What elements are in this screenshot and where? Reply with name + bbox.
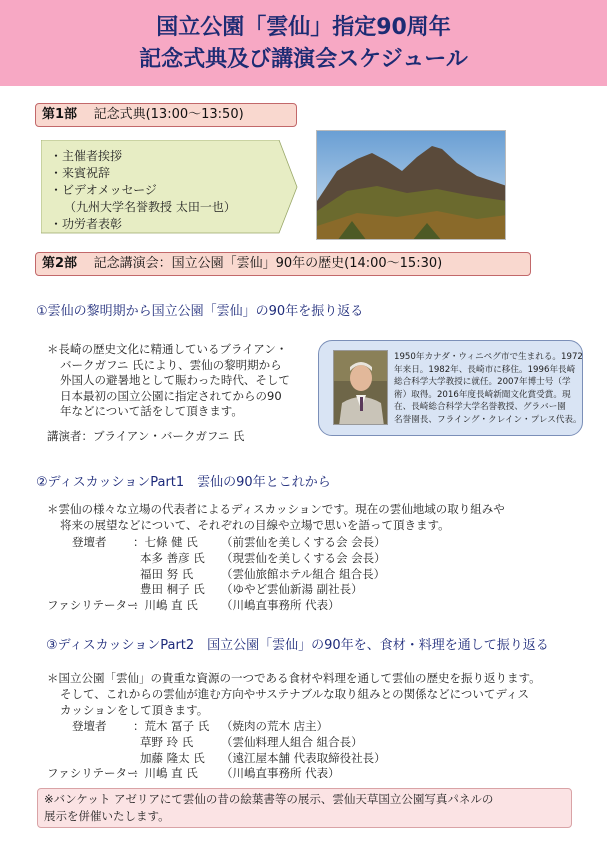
bio-line2: 年来日。1982年、長崎市に移住。1996年長崎 <box>394 364 576 375</box>
talk3-desc-line1: ＊国立公園「雲仙」の貴重な資源の一つである食材や料理を通して雲仙の歴史を振り返ります。 <box>47 671 541 685</box>
part1-label: 第1部 <box>42 107 78 122</box>
talk1-heading: ①雲仙の黎明期から国立公園「雲仙」の90年を振り返る <box>36 304 364 319</box>
talk3-desc-line3: カッションをして頂きます。 <box>60 703 209 717</box>
talk1-desc-line3: 外国人の避暑地として賑わった時代、そして <box>60 373 290 387</box>
bio-line6: 名誉園長、フライング・クレイン・プレス代表。 <box>394 414 582 425</box>
mount-unzen-photo <box>316 130 506 240</box>
talk3-facilitator-role: ファシリテーター <box>47 766 139 780</box>
talk3-panelist-role: 登壇者 <box>72 719 107 733</box>
part2-title: 記念講演会：国立公園「雲仙」90年の歴史 <box>93 256 345 271</box>
talk3-panelist-name: ：荒木 冨子 氏 <box>133 719 210 733</box>
talk3-heading: ③ディスカッションPart2 国立公園「雲仙」の90年を、食材・料理を通して振り返る <box>46 638 549 653</box>
talk3-desc-line2: そして、これからの雲仙が進む方向やサステナブルな取り組みとの関係などについてディス <box>60 687 529 701</box>
part2-time: (14:00～15:30) <box>344 256 443 271</box>
part1-item-video-message: ・ビデオメッセージ <box>50 183 157 197</box>
part1-item-video-speaker: （九州大学名誉教授 太田一也） <box>64 200 236 214</box>
talk2-panelist-name: 福田 努 氏 <box>140 567 194 581</box>
talk1-desc-line2: バークガフニ 氏により、雲仙の黎明期から <box>60 357 282 372</box>
part1-title: 記念式典 <box>93 107 146 122</box>
part1-item-awards: ・功労者表彰 <box>50 217 123 231</box>
talk2-panelist-org: （雲仙旅館ホテル組合 組合長） <box>221 567 386 581</box>
talk2-desc-line1: ＊雲仙の様々な立場の代表者によるディスカッションです。現在の雲仙地域の取り組みや <box>47 502 505 516</box>
bio-line1: 1950年カナダ・ウィニペグ市で生まれる。1972 <box>394 352 583 362</box>
talk3-facilitator-name: ：川嶋 直 氏 <box>133 766 198 780</box>
talk1-desc-line1: ＊長崎の歴史文化に精通しているブライアン・ <box>47 342 288 356</box>
talk2-heading: ②ディスカッションPart1 雲仙の90年とこれから <box>36 475 331 490</box>
talk2-panelist-org: （前雲仙を美しくする会 会長） <box>221 535 386 549</box>
talk3-facilitator-org: （川嶋直事務所 代表） <box>221 766 340 780</box>
talk3-panelist-org: （焼肉の荒木 店主） <box>221 719 329 733</box>
part2-label: 第2部 <box>42 256 78 271</box>
talk3-panelist-name: 草野 玲 氏 <box>140 735 194 749</box>
talk3-panelist-name: 加藤 隆太 氏 <box>140 751 205 765</box>
talk2-panelist-org: （ゆやど雲仙新湯 副社長） <box>221 582 363 596</box>
talk2-desc-line2: 将来の展望などについて、それぞれの目線や立場で思いを語って頂きます。 <box>60 518 450 532</box>
talk2-panelist-org: （現雲仙を美しくする会 会長） <box>221 551 386 565</box>
talk2-facilitator-role: ファシリテーター <box>47 598 139 612</box>
note-line2: 展示を併催いたします。 <box>44 809 170 823</box>
part1-item-guest-speech: ・来賓祝辞 <box>50 166 111 180</box>
talk3-panelist-org: （雲仙料理人組合 組合長） <box>221 735 363 749</box>
talk2-panelist-name: ：七條 健 氏 <box>133 535 198 549</box>
talk2-panelist-name: 豊田 桐子 氏 <box>140 582 205 596</box>
talk3-panelist-org: （遠江屋本舗 代表取締役社長） <box>221 751 386 765</box>
page-title-line2: 記念式典及び講演会スケジュール <box>139 47 468 72</box>
part1-time: (13:00～13:50) <box>145 107 244 122</box>
part1-heading-bar <box>35 103 297 127</box>
part1-item-greeting: ・主催者挨拶 <box>50 149 123 163</box>
bio-line5: 在、長崎総合科学大学名誉教授、グラバー園 <box>394 402 566 412</box>
speaker-portrait <box>333 350 388 425</box>
bio-line3: 総合科学大学教授に就任。2007年博士号（学 <box>394 377 571 387</box>
part2-heading-bar <box>35 252 531 276</box>
talk2-facilitator-org: （川嶋直事務所 代表） <box>221 598 340 612</box>
page-title-line1: 国立公園「雲仙」指定90周年 <box>156 15 451 40</box>
talk2-panelist-name: 本多 善彦 氏 <box>140 551 205 565</box>
bio-line4: 術）取得。2016年度長崎新聞文化賞受賞。現 <box>394 389 571 400</box>
talk2-panelist-role: 登壇者 <box>72 535 107 549</box>
note-line1: ※バンケット アゼリアにて雲仙の昔の絵葉書等の展示、雲仙天草国立公園写真パネルの <box>44 792 494 806</box>
talk2-facilitator-name: ：川嶋 直 氏 <box>133 598 198 612</box>
talk1-speaker: 講演者：ブライアン・バークガフニ 氏 <box>47 429 245 443</box>
talk1-desc-line4: 日本最初の国立公園に指定されてからの90 <box>60 388 282 403</box>
talk1-desc-line5: 年などについて話をして頂きます。 <box>60 404 243 418</box>
